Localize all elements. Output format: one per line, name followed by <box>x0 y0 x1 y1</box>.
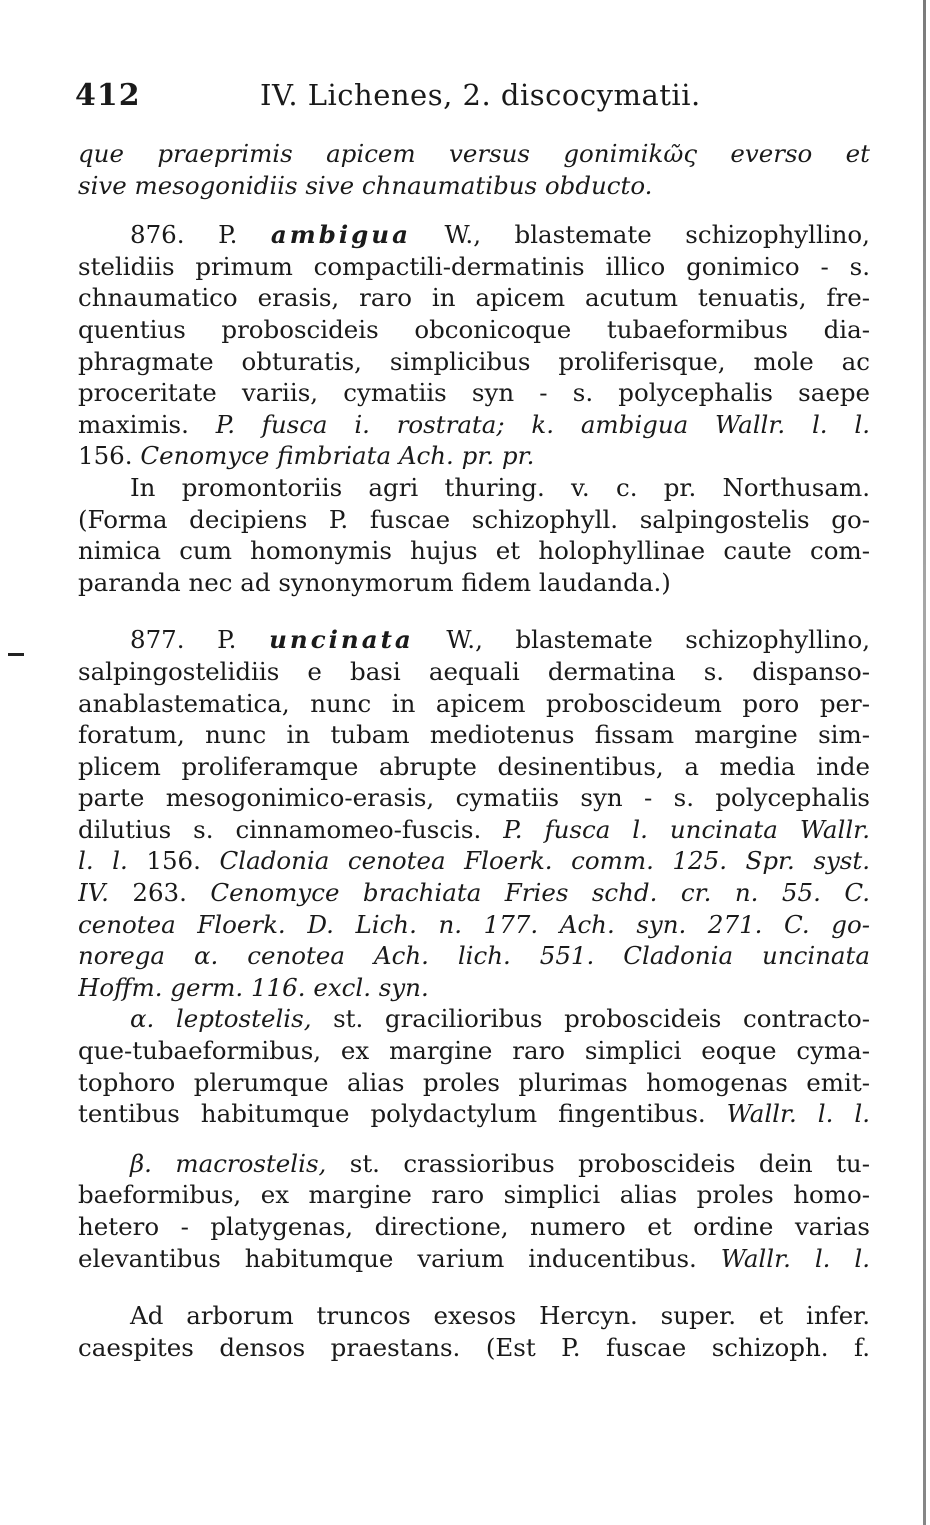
variety-name: β. macrostelis, <box>130 1148 327 1178</box>
text-line <box>78 440 870 472</box>
text-line: parte mesogonimico-erasis, cymatiis syn - s. polycephalis <box>78 783 870 813</box>
text-line: que-tubaeformibus, ex margine raro simplici eoque cyma- <box>78 1036 870 1066</box>
text-span: 156. <box>78 441 133 471</box>
text-span: dilutius s. cinnamomeo-fuscis. <box>78 814 482 844</box>
text-line: salpingostelidiis e basi aequali dermatina s. dispanso- <box>78 656 870 686</box>
text-line: foratum, nunc in tubam mediotenus fissam margine sim- <box>78 720 870 750</box>
text-line: phragmate obturatis, simplicibus proliferisque, mole ac <box>78 346 870 376</box>
page-header <box>75 78 865 118</box>
text-line: baeformibus, ex margine raro simplici alias proles homo- <box>78 1180 870 1210</box>
text-line: caespites densos praestans. (Est P. fuscae schizoph. f. <box>78 1332 870 1362</box>
text-line: proceritate variis, cymatiis syn - s. polycephalis saepe <box>78 378 870 408</box>
text-line: In promontoriis agri thuring. v. c. pr. Northusam. <box>130 472 870 502</box>
text-line: quentius proboscideis obconicoque tubaeformibus dia- <box>78 314 870 344</box>
entry-number: 877. P. <box>130 625 237 655</box>
text-line <box>78 845 870 877</box>
synonym-span: Wallr. l. l. <box>726 1099 870 1129</box>
page-number: 412 <box>75 78 141 113</box>
synonym-span: P. fusca l. uncinata Wallr. <box>503 814 870 844</box>
text-line: paranda nec ad synonymorum fidem laudanda.) <box>78 567 671 597</box>
synonym-span: Wallr. l. l. <box>720 1243 870 1273</box>
running-title: IV. Lichenes, 2. discocymatii. <box>260 78 701 112</box>
variety-beta <box>78 1148 870 1180</box>
synonym-span: l. l. <box>78 846 128 876</box>
species-name: ambigua <box>270 220 411 250</box>
synonym-span: Cenomyce fimbriata Ach. pr. pr. <box>140 441 535 471</box>
text-line: anablastematica, nunc in apicem proboscideum poro per- <box>78 688 870 718</box>
text-span: 263. <box>132 878 187 908</box>
text-line: sive mesogonidiis sive chnaumatibus obducto. <box>78 170 653 200</box>
text-line: tophoro plerumque alias proles plurimas homogenas emit- <box>78 1067 870 1097</box>
text-line: Hoffm. germ. 116. excl. syn. <box>78 972 429 1002</box>
variety-alpha <box>78 1003 870 1035</box>
text-line: plicem proliferamque abrupte desinentibus, a media inde <box>78 751 870 781</box>
text-span: W., blastemate schizophyllino, <box>446 625 870 655</box>
text-line <box>78 814 870 846</box>
text-line: nimica cum homonymis hujus et holophyllinae caute com- <box>78 536 870 566</box>
synonym-span: Cladonia cenotea Floerk. comm. 125. Spr. syst. <box>219 846 870 876</box>
text-span: 156. <box>146 846 201 876</box>
text-line <box>78 409 870 441</box>
text-span: st. crassioribus proboscideis dein tu- <box>349 1148 870 1178</box>
text-line: stelidiis primum compactili-dermatinis illico gonimico - s. <box>78 251 870 281</box>
text-line: chnaumatico erasis, raro in apicem acutum tenuatis, fre- <box>78 283 870 313</box>
text-line <box>78 877 870 909</box>
text-line: hetero - platygenas, directione, numero et ordine varias <box>78 1212 870 1241</box>
text-span: elevantibus habitumque varium inducentibus. <box>78 1243 697 1273</box>
text-span: W., blastemate schizophyllino, <box>444 220 870 250</box>
text-line: que praeprimis apicem versus gonimikῶς everso et <box>78 139 870 168</box>
entry-877-heading <box>78 624 870 656</box>
body-text <box>78 138 870 1363</box>
text-span: tentibus habitumque polydactylum fingentibus. <box>78 1099 706 1129</box>
synonym-span: IV. <box>78 878 109 908</box>
species-name: uncinata <box>269 625 414 655</box>
margin-mark <box>8 653 24 656</box>
text-span: st. gracilioribus proboscideis contracto- <box>333 1004 870 1034</box>
text-line: norega α. cenotea Ach. lich. 551. Cladonia uncinata <box>78 941 870 971</box>
entry-number: 876. P. <box>130 220 238 250</box>
text-line: Ad arborum truncos exesos Hercyn. super. et infer. <box>130 1301 870 1331</box>
synonym-span: Cenomyce brachiata Fries schd. cr. n. 55. C. <box>210 878 870 908</box>
variety-name: α. leptostelis, <box>130 1004 312 1034</box>
text-line <box>78 1098 870 1130</box>
page-edge-shadow <box>923 0 926 1525</box>
text-line <box>78 1243 870 1275</box>
text-line: cenotea Floerk. D. Lich. n. 177. Ach. syn. 271. C. go- <box>78 909 870 939</box>
text-line: (Forma decipiens P. fuscae schizophyll. salpingostelis go- <box>78 504 870 534</box>
entry-876-heading <box>78 219 870 251</box>
text-span: maximis. <box>78 409 189 439</box>
synonym-span: P. fusca i. rostrata; k. ambigua Wallr. l. l. <box>215 409 870 439</box>
